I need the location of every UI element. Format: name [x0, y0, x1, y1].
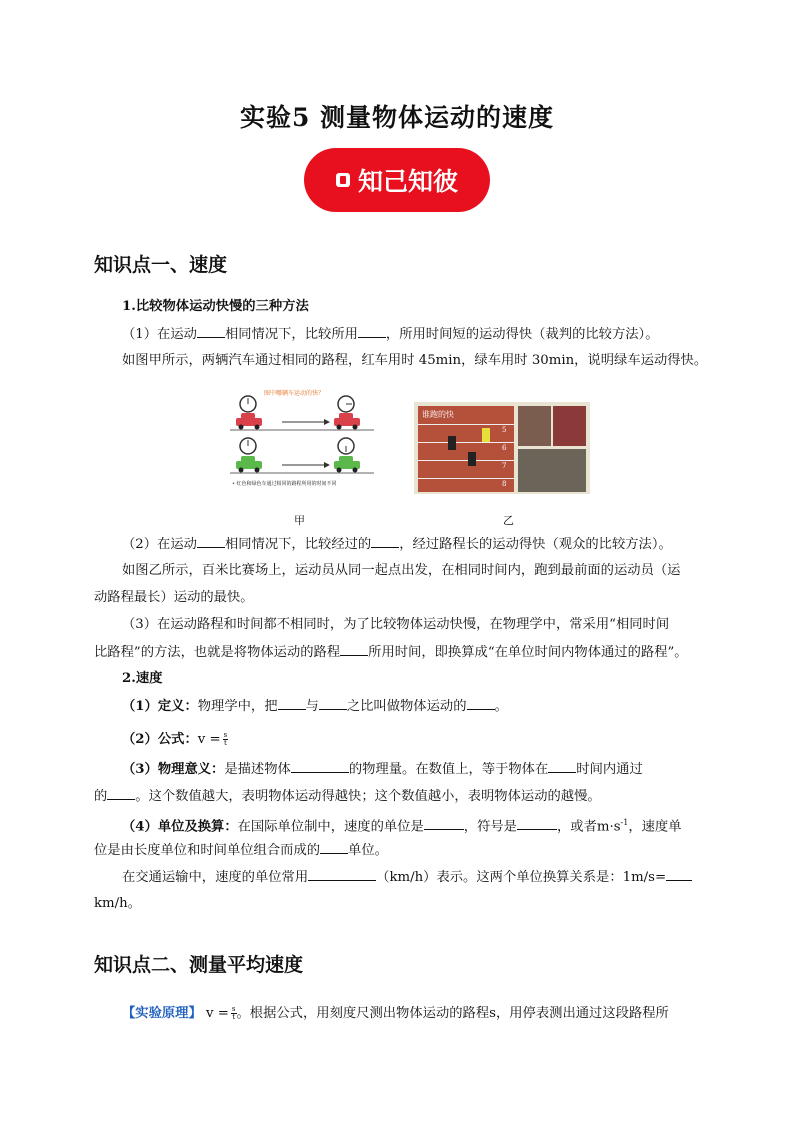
clock-icon [338, 438, 354, 454]
paragraph-line: 如图甲所示，两辆汽车通过相同的路程，红车用时 45min，绿车用时 30min，说明绿车运动得快。 [122, 353, 708, 368]
crowd-photo [553, 406, 586, 446]
track-photo [418, 406, 514, 492]
green-car-icon [334, 456, 360, 473]
paragraph-line: （1）在运动 相同情况下，比较所用 ，所用时间短的运动得快（裁判的比较方法）。 [122, 324, 659, 345]
figure-race-title: 谁跑的快 [422, 410, 454, 419]
formula-line: （2）公式：v = $\frac{s}{t}$ [122, 731, 228, 747]
paragraph-line: 的 。这个数值越大，表明物体运动得越快；这个数值越小，表明物体运动的越慢。 [94, 786, 601, 807]
crowd-photo [518, 449, 586, 492]
lane-number: 6 [502, 444, 507, 452]
green-car-icon [236, 456, 262, 473]
banner-badge [304, 148, 490, 212]
paragraph-line: 动路程最长）运动的最快。 [94, 590, 254, 605]
paragraph-line: （4）单位及换算：在国际单位制中，速度的单位是 ，符号是 ，或者$m\cdot s^{-1}$，速度单 [122, 818, 682, 835]
red-car-icon [236, 413, 262, 430]
figure-caption-right: 乙 [503, 514, 514, 527]
page-title: 实验5 测量物体运动的速度 [239, 103, 555, 132]
lane-number: 7 [502, 462, 507, 470]
clock-icon [240, 438, 256, 454]
section-heading-1: 知识点一、速度 [94, 254, 228, 276]
banner-text: 知己知彼 [357, 167, 458, 196]
lane-number: 5 [502, 426, 507, 434]
paragraph-line: （1）定义：物理学中，把 与 之比叫做物体运动的 。 [122, 696, 508, 717]
paragraph-line: 位是由长度单位和时间单位组合而成的 单位。 [94, 840, 388, 861]
figure-caption-left: 甲 [294, 514, 305, 527]
runner-icon [448, 436, 456, 450]
figure-race [414, 402, 590, 494]
fraction-s-over-t: $\frac{s}{t}$ [231, 1005, 236, 1021]
subheading-methods: 1.比较物体运动快慢的三种方法 [122, 299, 309, 314]
book-icon [336, 173, 350, 187]
lane-number: 8 [502, 480, 507, 488]
paragraph-line: （3）物理意义：是描述物体 的物理量。在数值上，等于物体在 时间内通过 [122, 759, 643, 780]
figure-cars [226, 388, 378, 494]
runner-icon [468, 452, 476, 466]
subheading-speed: 2.速度 [122, 671, 163, 686]
paragraph-line: （2）在运动 相同情况下，比较经过的 ，经过路程长的运动得快（观众的比较方法）。 [122, 534, 672, 555]
red-car-icon [334, 413, 360, 430]
paragraph-line: 在交通运输中，速度的单位常用 （km/h）表示。这两个单位换算关系是：1m/s= [122, 867, 692, 888]
figure-cars-note: • 红色和绿色车通过相同的路程所用的时间不同 [232, 481, 337, 487]
paragraph-line: km/h。 [94, 896, 142, 911]
figure-cars-title: 图中哪辆车运动的快？ [264, 390, 325, 397]
paragraph-line: 比路程”的方法，也就是将物体运动的路程 所用时间，即换算成“在单位时间内物体通过的路程”。 [94, 642, 688, 663]
paragraph-line: （3）在运动路程和时间都不相同时，为了比较物体运动快慢，在物理学中，常采用“相同时间 [122, 617, 670, 632]
crowd-photo [518, 406, 551, 446]
clock-icon [240, 396, 256, 412]
paragraph-line: 如图乙所示，百米比赛场上，运动员从同一起点出发，在相同时间内，跑到最前面的运动员（运 [122, 563, 681, 578]
fraction-s-over-t: $\frac{s}{t}$ [223, 731, 228, 747]
runner-icon [482, 428, 490, 442]
clock-icon [338, 396, 354, 412]
section-heading-2: 知识点二、测量平均速度 [94, 954, 304, 976]
paragraph-line: 【实验原理】 v = $\frac{s}{t}$ 。根据公式，用刻度尺测出物体运动的路程s，用停表测出通过这段路程所 [122, 1005, 669, 1021]
